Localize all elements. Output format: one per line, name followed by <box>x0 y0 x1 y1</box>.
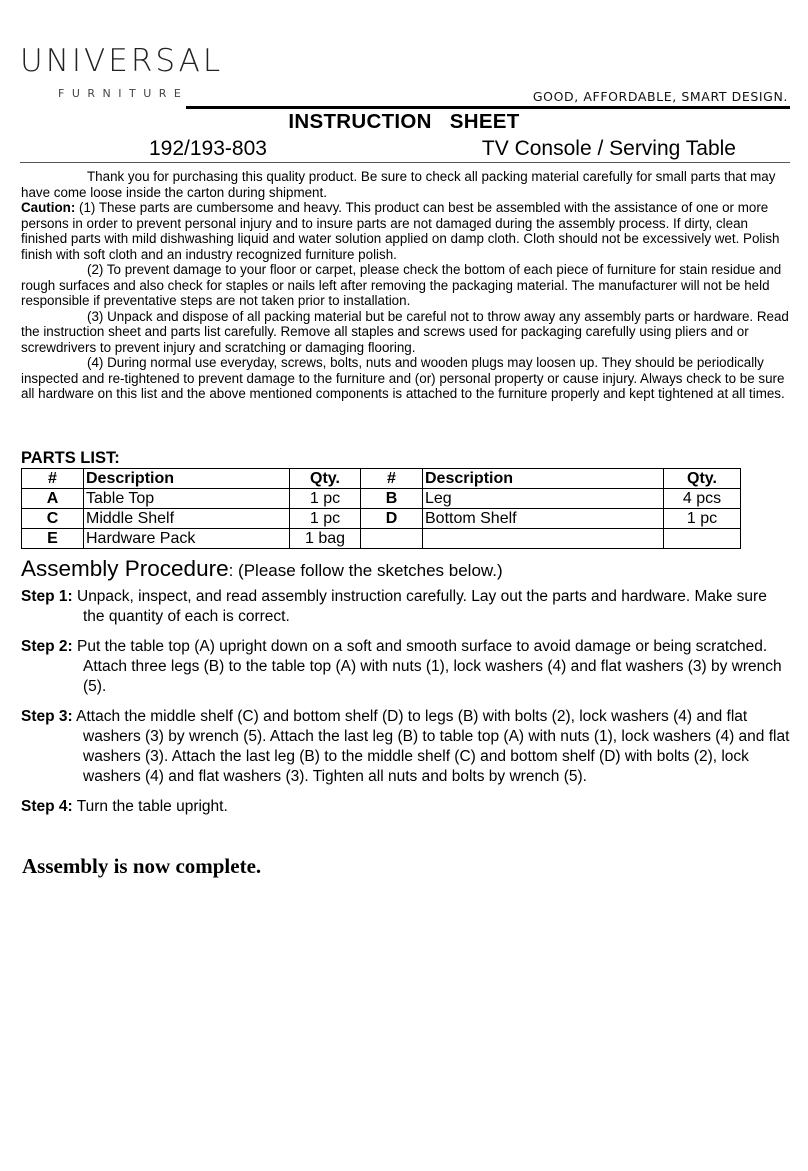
table-row <box>22 509 741 529</box>
floor-paragraph: (2) To prevent damage to your floor or carpet, please check the bottom of each piece of furniture for stain residue and rough surfaces and also check for staples or nails left after removing the packaging material. The manufacturer will not be held responsible if preventative steps are not taken prior to installation. <box>21 262 782 308</box>
unpack-paragraph: (3) Unpack and dispose of all packing material but be careful not to throw away any assembly parts or hardware. Read the instruction sheet and parts list carefully. Remove all staples and screws used for packaging carefully using pliers and or screwdrivers to prevent injury and scratching or damaging flooring. <box>21 308 789 355</box>
part-description: Table Top <box>84 489 290 509</box>
step-item <box>21 637 791 697</box>
part-quantity: 1 pc <box>290 509 361 529</box>
part-id: A <box>22 489 84 509</box>
header-cell: Description <box>423 469 664 489</box>
table-row <box>22 529 741 549</box>
completion-message: Assembly is now complete. <box>22 854 262 878</box>
header-cell: Description <box>84 469 290 489</box>
part-id: D <box>361 509 423 529</box>
step-text: Turn the table upright. <box>72 798 228 815</box>
part-id: E <box>22 529 84 549</box>
page-header <box>0 0 808 112</box>
step-item <box>21 707 791 787</box>
header-cell: Qty. <box>290 469 361 489</box>
header-cell: # <box>22 469 84 489</box>
step-text: Put the table top (A) upright down on a soft and smooth surface to avoid damage or being scratched. Attach three legs (B) to the table top (A) with nuts (1), lock washers (4) and flat washers (3) by wrench (5). <box>72 638 782 695</box>
tagline: GOOD, AFFORDABLE, SMART DESIGN. <box>532 89 788 104</box>
parts-table <box>21 468 741 549</box>
part-description: Middle Shelf <box>84 509 290 529</box>
table-header-row <box>22 469 741 489</box>
step-text: Attach the middle shelf (C) and bottom shelf (D) to legs (B) with bolts (2), lock washers (4) and flat washers (3) by wrench (5). Attach the last leg (B) to table top (A) with nuts (1), lock washers (4) and flat washers (3). Attach the last leg (B) to the middle shelf (C) and bottom shelf (D) with bolts (2), lock washers (4) and flat washers (3). Tighten all nuts and bolts by wrench (5). <box>72 708 790 785</box>
step-text: Unpack, inspect, and read assembly instruction carefully. Lay out the parts and hardware. Make sure the quantity of each is correct. <box>72 588 767 625</box>
maintenance-paragraph: (4) During normal use everyday, screws, bolts, nuts and wooden plugs may loosen up. They should be periodically inspected and re-tightened to prevent damage to the furniture and (or) personal property or cause injury. Always check to be sure all hardware on this list and the above mentioned components is attached to the furniture properly and kept tightened at all times. <box>21 355 785 401</box>
part-id: C <box>22 509 84 529</box>
caution-paragraph <box>21 200 789 262</box>
step-label: Step 3: <box>21 708 73 725</box>
product-name: TV Console / Serving Table <box>481 137 736 160</box>
intro-section <box>21 169 789 402</box>
part-description: Hardware Pack <box>84 529 290 549</box>
header-divider <box>186 106 790 109</box>
caution-label: Caution: <box>21 200 76 215</box>
step-label: Step 4: <box>21 798 73 815</box>
step-item <box>21 587 791 627</box>
caution-text: (1) These parts are cumbersome and heavy. This product can best be assembled with the assistance of one or more persons in order to prevent personal injury and to insure parts are not damaged during the assembly process. If dirty, clean finished parts with mild dishwashing liquid and water solution applied on damp cloth. Cloth should not be excessively wet. Polish finish with soft cloth and an industry recognized furniture polish. <box>21 200 780 262</box>
assembly-subtitle: : (Please follow the sketches below.) <box>228 561 503 580</box>
part-description <box>423 529 664 549</box>
header-cell: # <box>361 469 423 489</box>
part-id <box>361 529 423 549</box>
step-label: Step 2: <box>21 638 73 655</box>
intro-paragraph: Thank you for purchasing this quality product. Be sure to check all packing material carefully for small parts that may have come loose inside the carton during shipment. <box>21 169 776 200</box>
part-quantity: 1 bag <box>290 529 361 549</box>
part-id: B <box>361 489 423 509</box>
part-description: Leg <box>423 489 664 509</box>
title-divider <box>20 162 790 163</box>
step-item <box>21 797 791 817</box>
part-quantity: 4 pcs <box>664 489 741 509</box>
header-cell: Qty. <box>664 469 741 489</box>
assembly-heading <box>21 556 503 585</box>
part-description: Bottom Shelf <box>423 509 664 529</box>
document-title: INSTRUCTION SHEET <box>288 110 520 133</box>
assembly-title: Assembly Procedure <box>21 556 229 581</box>
part-quantity: 1 pc <box>290 489 361 509</box>
step-label: Step 1: <box>21 588 73 605</box>
steps-list <box>21 587 791 827</box>
part-quantity: 1 pc <box>664 509 741 529</box>
model-number: 192/193-803 <box>149 137 267 160</box>
table-row <box>22 489 741 509</box>
brand-logo: UNIVERSAL <box>20 43 224 79</box>
part-quantity <box>664 529 741 549</box>
parts-list-title: PARTS LIST: <box>21 449 120 467</box>
brand-subtitle: FURNITURE <box>58 87 189 100</box>
